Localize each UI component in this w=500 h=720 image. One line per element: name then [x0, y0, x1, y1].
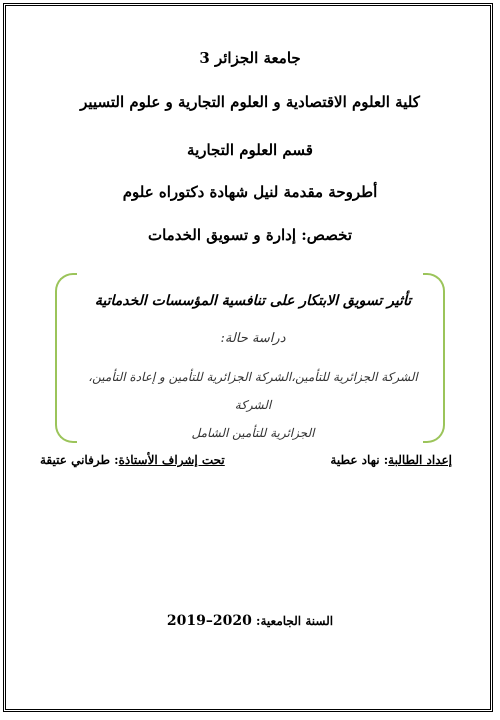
department-name: قسم العلوم التجارية — [187, 141, 313, 159]
university-name: جامعة الجزائر 3 — [199, 49, 301, 67]
supervisor-label: تحت إشراف الأستاذة — [118, 453, 225, 467]
case-study-label: دراسة حالة: — [220, 331, 286, 346]
case-study-line-2: الجزائرية للتأمين الشامل — [191, 426, 315, 440]
academic-year — [20, 613, 480, 629]
thesis-title-box — [55, 273, 445, 443]
student-label: إعداد الطالبة — [388, 453, 452, 467]
specialization: تخصص: إدارة و تسويق الخدمات — [147, 226, 353, 244]
faculty-name: كلية العلوم الاقتصادية و العلوم التجارية و علوم التسيير — [80, 93, 420, 111]
academic-year-label: السنة الجامعية: — [256, 614, 334, 628]
case-study-companies — [75, 363, 431, 447]
case-study-line-1: الشركة الجزائرية للتأمين،الشركة الجزائرية للتأمين و إعادة التأمين، الشركة — [88, 370, 418, 412]
student-credit — [330, 453, 452, 467]
academic-year-value: 2020–2019 — [166, 613, 252, 629]
left-bracket-decoration — [55, 273, 77, 443]
supervisor-credit — [40, 453, 225, 467]
thesis-title: تأثير تسويق الابتكار على تنافسية المؤسسات الخدماتية — [94, 293, 412, 309]
student-name: : نهاد عطية — [330, 453, 389, 467]
thesis-type: أطروحة مقدمة لنيل شهادة دكتوراه علوم — [122, 183, 378, 201]
supervisor-name: : طرفاني عتيقة — [40, 453, 119, 467]
